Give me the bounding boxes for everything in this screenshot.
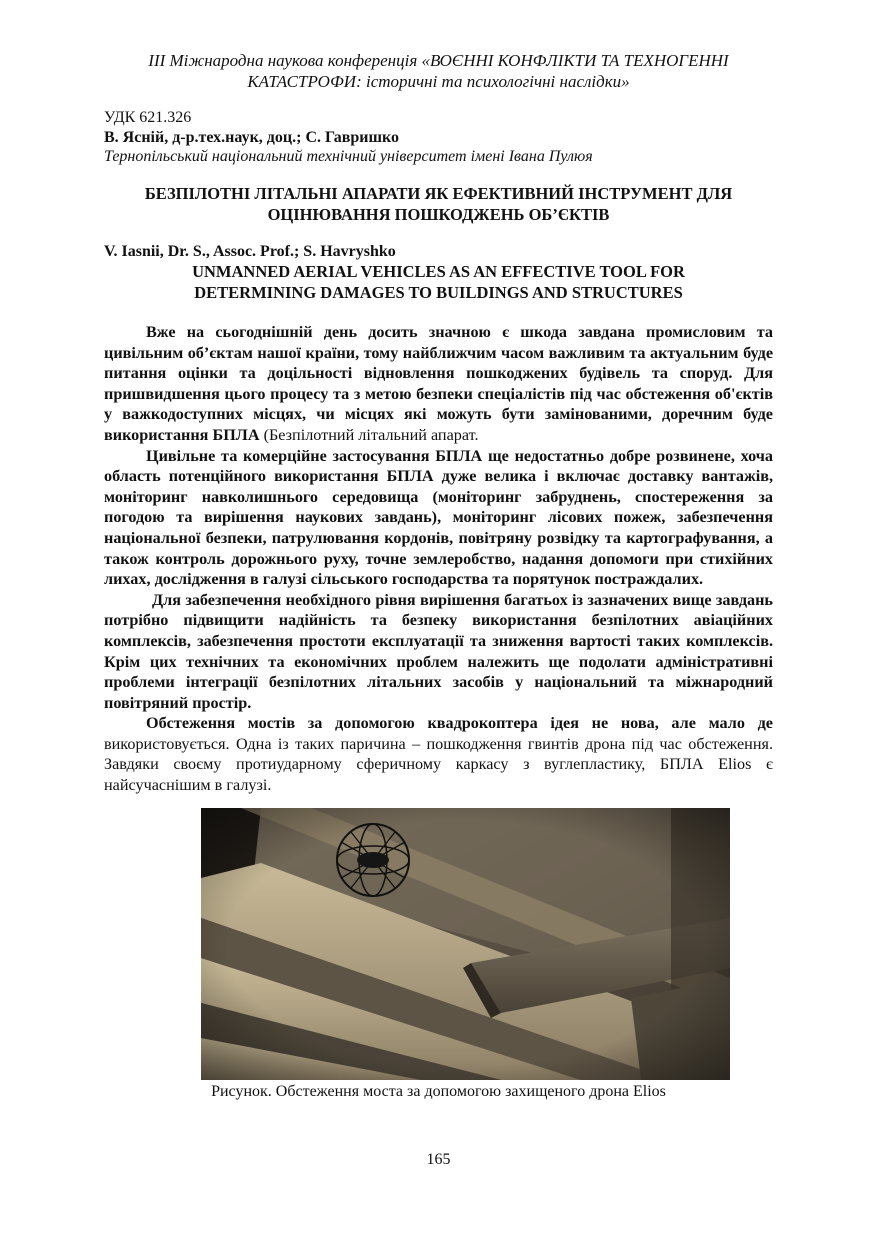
page-number: 165 [426, 1151, 451, 1168]
paragraph-1 [104, 322, 773, 446]
title-ua [100, 183, 777, 225]
affiliation: Тернопільський національний технічний університет імені Івана Пулюя [104, 148, 593, 165]
paragraph-1-bold: Вже на сьогоднішній день досить значною є шкода завдана промисловим та цивільним об’єктам нашої країни, тому найближчим часом важливим та актуальним буде питання оцінки та доцільності відновлення пошкоджених будівель та споруд. Для пришвидшення цього процесу та з метою безпеки спеціалістів під час обстеження об'єктів у важкодоступних місцях, чи місцях які можуть бути замінованими, доречним буде використання БПЛА [104, 323, 773, 444]
paragraph-1-normal: (Безпілотний літальний апарат. [259, 425, 479, 444]
conference-line-1: ІІІ Міжнародна наукова конференція «ВОЄННІ КОНФЛІКТИ ТА ТЕХНОГЕННІ [148, 51, 729, 70]
authors-en: V. Iasnii, Dr. S., Assoc. Prof.; S. Havryshko [104, 243, 396, 260]
paragraph-4-bold: Обстеження мостів за допомогою квадрокоптера ідея не нова, але мало де [146, 714, 773, 733]
figure-photo-bridge-drone [201, 808, 730, 1080]
bridge-underside-illustration [201, 808, 730, 1080]
paragraph-4-normal: використовується. Одна із таких паричина – пошкодження гвинтів дрона під час обстеження. Завдяки своєму протиударному сферичному каркасу з вуглепластику, БПЛА Elios є найсучаснішим в галузі. [104, 734, 773, 795]
authors-ua: В. Ясній, д-р.тех.наук, доц.; С. Гавришко [104, 129, 400, 146]
figure-caption: Рисунок. Обстеження моста за допомогою захищеного дрона Elios [211, 1083, 666, 1100]
udk-code: УДК 621.326 [104, 109, 192, 126]
title-ua-line-2: ОЦІНЮВАННЯ ПОШКОДЖЕНЬ ОБ’ЄКТІВ [267, 205, 610, 224]
body-text [104, 322, 773, 796]
title-en [100, 261, 777, 303]
paragraph-3: Для забезпечення необхідного рівня вирішення багатьох із зазначених вище завдань потрібно підвищити надійність та безпеку використання безпілотних авіаційних комплексів, забезпечення простоти експлуатації та зниження вартості таких комплексів. Крім цих технічних та економічних проблем належить ще подолати адміністративні проблеми інтеграції безпілотних літальних засобів у національний та міжнародний повітряний простір. [104, 590, 773, 712]
conference-line-2: КАТАСТРОФИ: історичні та психологічні наслідки» [247, 72, 630, 91]
title-ua-line-1: БЕЗПІЛОТНІ ЛІТАЛЬНІ АПАРАТИ ЯК ЕФЕКТИВНИЙ ІНСТРУМЕНТ ДЛЯ [144, 184, 733, 203]
title-en-line-1: UNMANNED AERIAL VEHICLES AS AN EFFECTIVE TOOL FOR [192, 262, 685, 281]
title-en-line-2: DETERMINING DAMAGES TO BUILDINGS AND STRUCTURES [194, 283, 683, 302]
paragraph-4 [104, 713, 773, 795]
conference-header [100, 50, 777, 92]
paragraph-2: Цивільне та комерційне застосування БПЛА ще недостатньо добре розвинене, хоча область потенційного використання БПЛА дуже велика і включає доставку вантажів, моніторинг навколишнього середовища (моніторинг забруднень, спостереження за погодою та вирішення наукових завдань), моніторинг лісових пожеж, забезпечення національної безпеки, патрулювання кордонів, повітряну розвідку та картографування, а також контроль дорожнього руху, точне землеробство, надання допомоги при стихійних лихах, дослідження в галузі сільського господарства та порятунок постраждалих. [104, 446, 773, 589]
